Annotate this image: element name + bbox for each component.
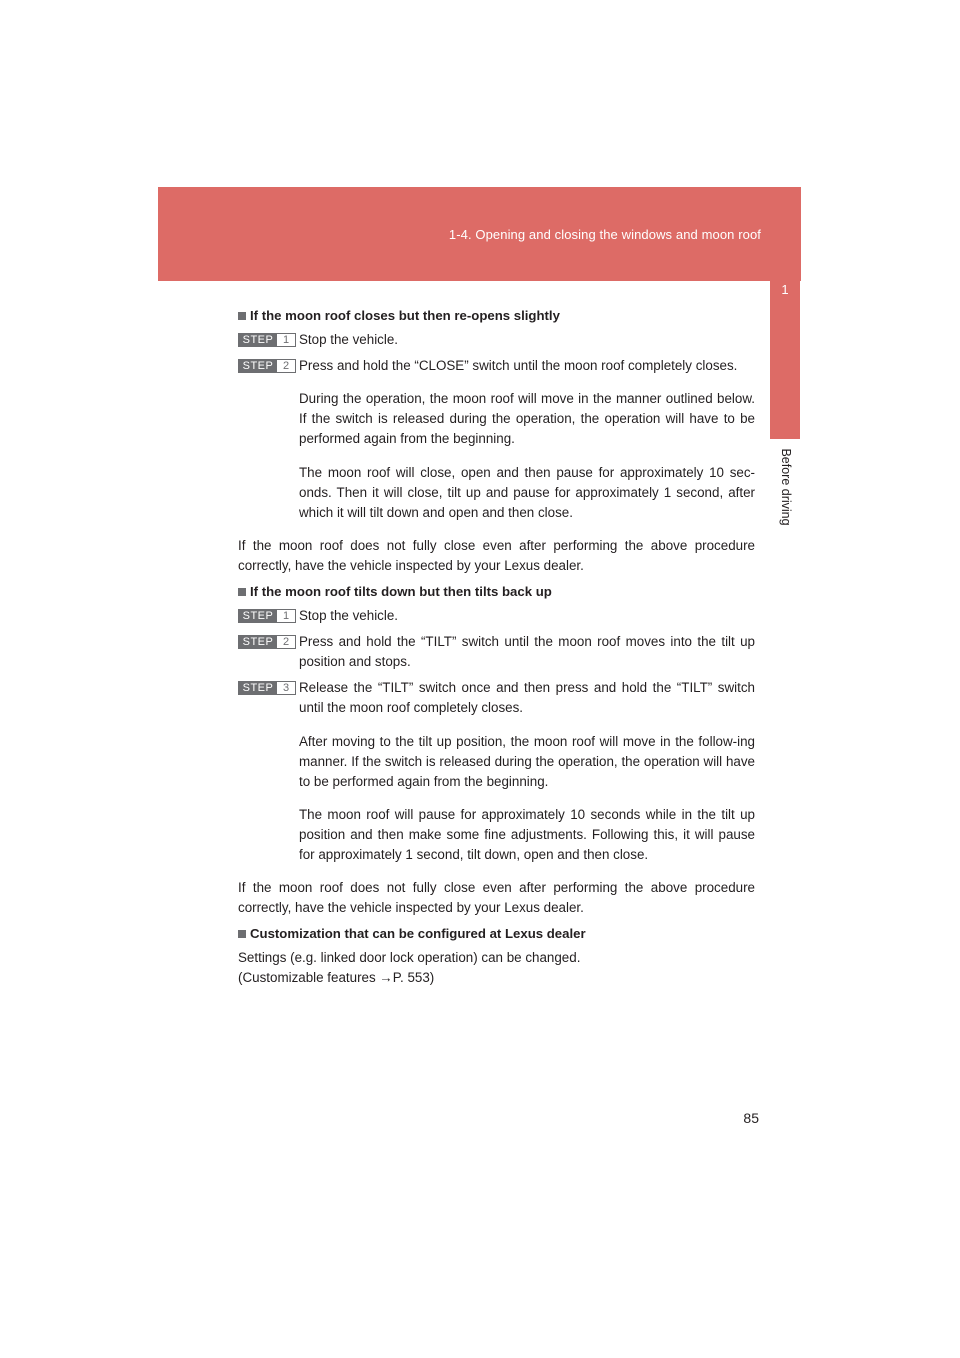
step-note: The moon roof will pause for approximately 10 seconds while in the tilt up position and then make some fine adjustments. Following this, it will pause for approximately 1 second, tilt down, open and then close.	[299, 806, 755, 862]
bullet-square-icon	[238, 930, 246, 938]
section-moon-roof-reopens	[238, 306, 755, 576]
step-note: During the operation, the moon roof will move in the manner outlined below. If the switch is released during the operation, the operation will have to be performed again from the beginning.	[299, 391, 755, 447]
bullet-square-icon	[238, 312, 246, 320]
section-footer-text: If the moon roof does not fully close even after performing the above procedure correctly, have the vehicle inspected by your Lexus dealer.	[238, 880, 755, 916]
bullet-square-icon	[238, 588, 246, 596]
step-text: Press and hold the “TILT” switch until the moon roof moves into the tilt up position and stops.	[299, 634, 755, 670]
step-text: Stop the vehicle.	[299, 608, 399, 624]
step-badge-number: 1	[282, 334, 290, 346]
chapter-tab	[770, 187, 800, 439]
section-footer-text: If the moon roof does not fully close even after performing the above procedure correctly, have the vehicle inspected by your Lexus dealer.	[238, 538, 755, 574]
step-badge-label: STEP	[239, 610, 277, 622]
section-heading	[238, 582, 755, 602]
customization-reference: (Customizable features →P. 553)	[238, 970, 435, 986]
step-badge	[238, 359, 296, 373]
section-title: 1-4. Opening and closing the windows and moon roof	[448, 227, 761, 242]
page-number: 85	[743, 1110, 759, 1126]
step-item	[238, 356, 755, 376]
section-heading	[238, 306, 755, 326]
step-text: Release the “TILT” switch once and then press and hold the “TILT” switch until the moon roof completely closes.	[299, 680, 755, 716]
chapter-label: Before driving	[779, 448, 793, 526]
chapter-number: 1	[781, 282, 789, 297]
step-item	[238, 678, 755, 718]
step-item	[238, 632, 755, 672]
step-badge	[238, 681, 296, 695]
section-heading-text: If the moon roof tilts down but then tilts back up	[250, 584, 552, 600]
step-badge-label: STEP	[239, 334, 277, 346]
section-heading-text: If the moon roof closes but then re-opens slightly	[250, 308, 560, 323]
step-badge-label: STEP	[239, 360, 277, 372]
step-item	[238, 606, 755, 626]
page-content	[238, 306, 755, 988]
section-moon-roof-tilts-back	[238, 582, 755, 918]
step-text: Press and hold the “CLOSE” switch until the moon roof completely closes.	[299, 358, 738, 373]
customization-text: Settings (e.g. linked door lock operation) can be changed.	[238, 950, 581, 966]
step-text: Stop the vehicle.	[299, 332, 399, 347]
step-item	[238, 330, 755, 350]
step-badge	[238, 635, 296, 649]
step-badge-number: 3	[282, 682, 290, 695]
section-heading-text: Customization that can be configured at Lexus dealer	[250, 926, 586, 942]
step-badge	[238, 609, 296, 623]
step-badge-number: 2	[282, 636, 290, 649]
step-badge	[238, 333, 296, 347]
step-badge-label: STEP	[239, 682, 277, 694]
step-note: After moving to the tilt up position, the moon roof will move in the follow-ing manner. If the switch is released during the operation, the operation will have to be performed again from the beginning.	[299, 733, 755, 789]
step-badge-label: STEP	[239, 636, 277, 648]
section-heading	[238, 924, 755, 944]
step-note: The moon roof will close, open and then pause for approximately 10 sec-onds. Then it will close, tilt up and pause for approximately 1 second, after which it will tilt down and open and then close.	[299, 464, 755, 520]
step-badge-number: 2	[282, 360, 290, 372]
section-customization	[238, 924, 755, 988]
step-badge-number: 1	[282, 610, 290, 623]
header-band	[158, 187, 801, 281]
